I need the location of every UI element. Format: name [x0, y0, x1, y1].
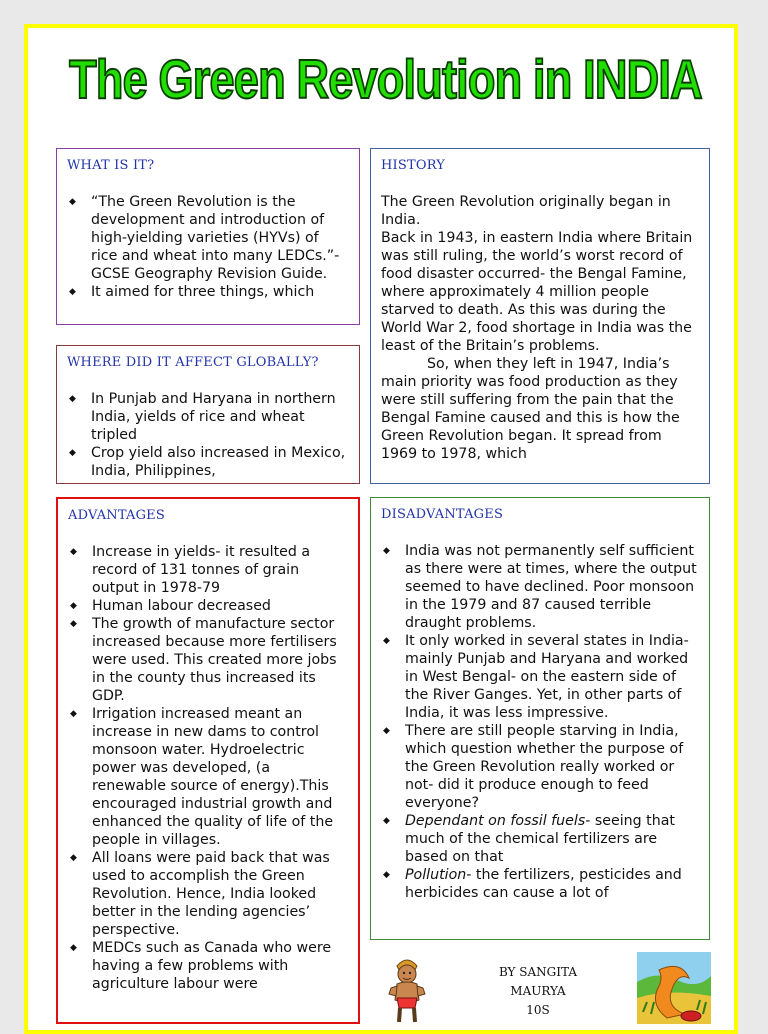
list-item: [381, 866, 699, 902]
list-item: ◆ Increase in yields- it resulted a record of 131 tonnes of grain output in 1978-79: [68, 543, 348, 597]
list-item: [381, 812, 699, 866]
author-credit: [478, 963, 598, 1020]
fossil-fuels-term: Dependant on fossil fuels: [405, 813, 586, 829]
disadvantages-heading: DISADVANTAGES: [381, 507, 504, 522]
author-surname: MAURYA: [510, 984, 566, 998]
list-item: ◆ All loans were paid back that was used to accomplish the Green Revolution. Hence, India looked better in the lending agencies’ perspective.: [68, 849, 348, 939]
list-item: ◆ Irrigation increased meant an increase in new dams to control monsoon water. Hydroelectric power was developed, (a renewable source of energy).This encouraged industrial growth and enhanced the quality of life of the people in villages.: [68, 705, 348, 849]
pollution-text: - the fertilizers, pesticides and herbicides can cause a lot of: [405, 867, 682, 901]
page-title: The Green Revolution in INDIA: [69, 48, 702, 110]
list-item: ◆ It aimed for three things, which: [67, 283, 349, 301]
fossil-fuels-text: - seeing that much of the chemical fertilizers are based on that: [405, 813, 675, 865]
advantages-list: [68, 543, 348, 993]
list-item: ◆ Crop yield also increased in Mexico, India, Philippines,: [67, 444, 349, 480]
what-is-it-list: [67, 193, 349, 301]
history-box: [370, 148, 710, 484]
what-is-it-heading: WHAT IS IT?: [67, 158, 155, 173]
author-class: 10S: [526, 1003, 550, 1017]
disadvantages-list: [381, 542, 699, 902]
author-name: BY SANGITA: [498, 965, 578, 979]
history-paragraph: So, when they left in 1947, India’s main priority was food production as they were still suffering from the pain that the Bengal Famine caused and this is how the Green Revolution began. It spread from 1969 to 1978, which: [381, 356, 680, 462]
what-is-it-box: [56, 148, 360, 325]
farmer-cartoon-image: [383, 952, 431, 1024]
list-item: ◆ The growth of manufacture sector increased because more fertilisers were used. This created more jobs in the county thus increased its GDP.: [68, 615, 348, 705]
crop-field-cartoon-image: [637, 952, 711, 1024]
history-paragraph: Back in 1943, in eastern India where Britain was still ruling, the world’s worst record of food disaster occurred- the Bengal Famine, where approximately 4 million people starved to death. As this was during the World War 2, food shortage in India was the least of the Britain’s problems.: [381, 230, 693, 354]
list-item: ◆ MEDCs such as Canada who were having a few problems with agriculture labour were: [68, 939, 348, 993]
list-item: ◆ There are still people starving in India, which question whether the purpose of the Green Revolution really worked or not- did it produce enough to feed everyone?: [381, 722, 699, 812]
list-item: ◆ India was not permanently self sufficient as there were at times, where the output seemed to have declined. Poor monsoon in the 1979 and 87 caused terrible draught problems.: [381, 542, 699, 632]
list-item: ◆ In Punjab and Haryana in northern India, yields of rice and wheat tripled: [67, 390, 349, 444]
where-globally-list: [67, 390, 349, 480]
where-globally-heading: WHERE DID IT AFFECT GLOBALLY?: [67, 355, 319, 370]
history-heading: HISTORY: [381, 158, 446, 173]
disadvantages-box: [370, 497, 710, 940]
advantages-box: [56, 497, 360, 1024]
list-item: ◆ Human labour decreased: [68, 597, 348, 615]
list-item: ◆ It only worked in several states in India-mainly Punjab and Haryana and worked in West Bengal- on the eastern side of the River Ganges. Yet, in other parts of India, it was less impressive.: [381, 632, 699, 722]
history-paragraph: The Green Revolution originally began in India.: [381, 194, 671, 228]
where-globally-box: [56, 345, 360, 484]
list-item: ◆ “The Green Revolution is the development and introduction of high-yielding varieties (HYVs) of rice and wheat into many LEDCs.”- GCSE Geography Revision Guide.: [67, 193, 349, 283]
pollution-term: Pollution: [405, 867, 467, 883]
advantages-heading: ADVANTAGES: [68, 508, 165, 523]
